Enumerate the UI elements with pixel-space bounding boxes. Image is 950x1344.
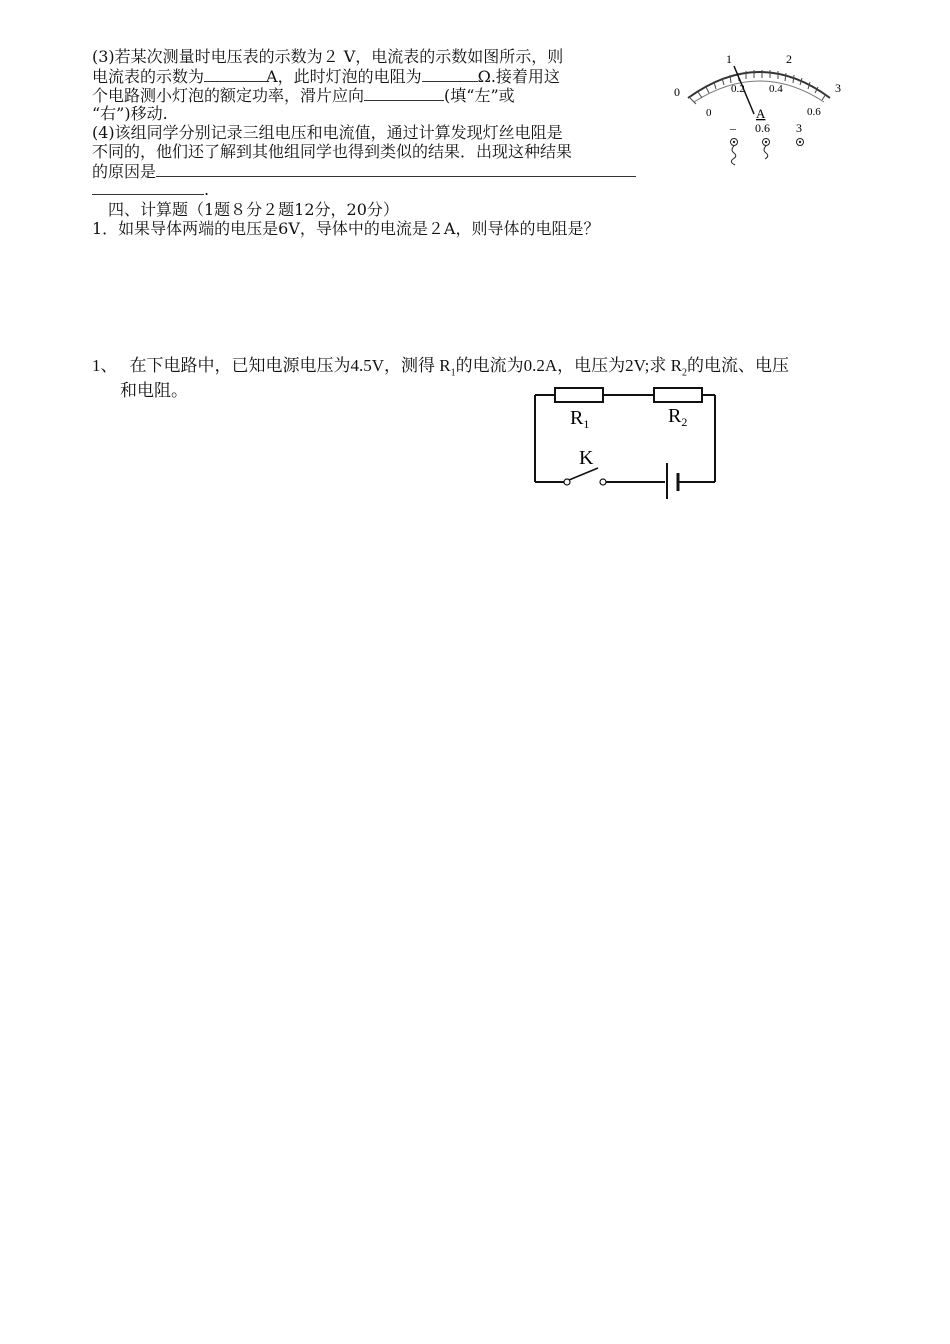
q3-line2 <box>92 67 560 86</box>
calc1-question <box>92 220 599 238</box>
calc2-text-2: 的电流为0.2A，电压为2V;求 R <box>455 356 682 375</box>
ammeter-unit-label: A <box>756 106 766 121</box>
q4-period: . <box>204 180 210 199</box>
r1-label: $R_1$ <box>570 407 590 431</box>
q4-line2-text: 不同的，他们还了解到其他组同学也得到类似的结果．出现这种结果 <box>92 142 573 161</box>
switch-label: K <box>579 447 594 469</box>
q3-line1-text: (3)若某次测量时电压表的示数为２ V，电流表的示数如图所示，则 <box>92 47 564 66</box>
terminal-label-negative: – <box>730 121 736 135</box>
resistor-r1 <box>555 388 603 402</box>
terminal-3 <box>797 139 804 146</box>
tick-top-0: 0 <box>674 85 680 99</box>
answer-blank-reason-cont[interactable] <box>92 180 204 195</box>
calc2-line2-text: 和电阻。 <box>120 381 188 400</box>
terminal-label-0-6: 0.6 <box>755 121 770 135</box>
q4-line2 <box>92 143 572 161</box>
tick-top-2: 2 <box>786 52 792 66</box>
calc2-sub-2: 2 <box>681 367 687 379</box>
q3-line4-text: “右”)移动. <box>92 104 168 123</box>
tick-bottom-3: 0.6 <box>807 106 821 118</box>
switch-k <box>564 468 606 485</box>
r2-label: $R_2$ <box>668 405 688 429</box>
calc2-text-3: 的电流、电压 <box>686 356 789 375</box>
terminal-0-6 <box>763 139 770 160</box>
circuit-diagram <box>528 380 722 500</box>
calc2-question <box>92 357 789 382</box>
section-heading <box>108 201 399 219</box>
calc2-line2 <box>120 382 188 400</box>
section-title: 四、计算题（1题８分２题12分，20分） <box>108 200 399 219</box>
calc2-number: 1、 <box>92 356 118 375</box>
q4-line4 <box>92 180 209 199</box>
q3-line2-text-c: Ω.接着用这 <box>477 67 560 86</box>
q3-line3-text-a: 个电路测小灯泡的额定功率，滑片应向 <box>92 86 365 105</box>
terminal-label-3: 3 <box>796 121 802 135</box>
battery-icon <box>667 463 678 499</box>
answer-blank-reason[interactable] <box>156 162 636 177</box>
circuit-wires <box>535 395 715 482</box>
ammeter-figure <box>668 46 850 168</box>
q3-line2-text-a: 电流表的示数为 <box>92 67 205 86</box>
terminal-negative <box>731 139 738 166</box>
tick-bottom-1: 0.2 <box>731 83 745 95</box>
q3-line2-text-b: A，此时灯泡的电阻为 <box>266 67 422 86</box>
q4-line1-text: (4)该组同学分别记录三组电压和电流值，通过计算发现灯丝电阻是 <box>92 123 563 142</box>
q3-line3-text-b: (填“左”或 <box>444 86 515 105</box>
tick-top-1: 1 <box>726 52 732 66</box>
q3-line4 <box>92 105 168 123</box>
calc1-text: 1．如果导体两端的电压是6V，导体中的电流是２A，则导体的电阻是？ <box>92 219 600 238</box>
calc2-text-1: 在下电路中，已知电源电压为4.5V，测得 R <box>129 356 451 375</box>
q4-line3-text: 的原因是 <box>92 162 157 181</box>
resistor-r2 <box>654 388 702 402</box>
tick-top-3: 3 <box>835 81 841 95</box>
answer-blank-resistance[interactable] <box>422 67 478 82</box>
q3-line3 <box>92 86 515 105</box>
tick-bottom-0: 0 <box>706 107 712 119</box>
q4-line3 <box>92 162 636 181</box>
q4-line1 <box>92 124 563 142</box>
tick-bottom-2: 0.4 <box>769 83 783 95</box>
q3-line1 <box>92 48 563 66</box>
answer-blank-current[interactable] <box>204 67 266 82</box>
calc2-sub-1: 1 <box>450 367 456 379</box>
answer-blank-direction[interactable] <box>364 86 444 101</box>
